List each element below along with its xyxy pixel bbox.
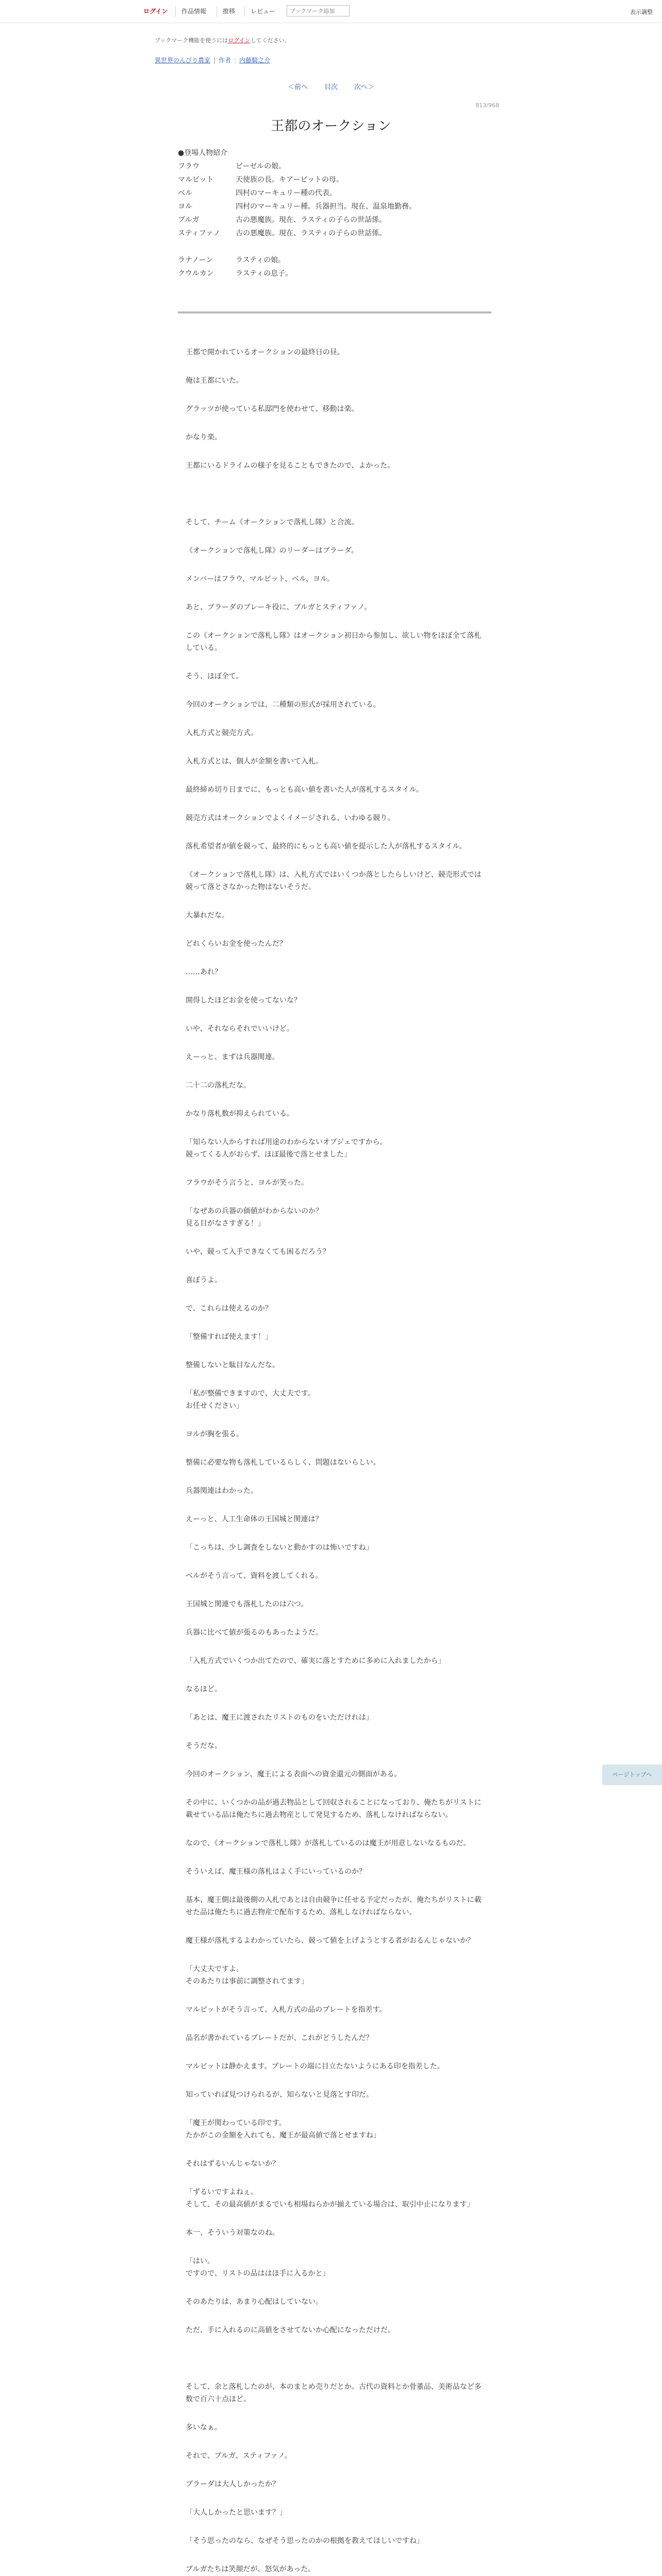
body-paragraph: 喜ぼうよ。 xyxy=(186,1276,222,1284)
body-paragraph: そういえば、魔王様の落札はよく手にいっているのか？ xyxy=(186,1868,366,1876)
chapter-nav-top xyxy=(0,81,662,91)
section-divider xyxy=(178,312,491,313)
chapter-title: 王都のオークション xyxy=(271,118,391,134)
body-paragraph: そう、ほぼ全て。 xyxy=(186,672,243,681)
body-paragraph: 兵器関連はわかった。 xyxy=(186,1487,258,1495)
page-top-button[interactable]: ページトップへ xyxy=(602,1765,662,1785)
body-paragraph: 王都で開かれているオークションの最終日の昼。 xyxy=(186,348,344,357)
body-paragraph: そのあたりは、あまり心配はしていない。 xyxy=(186,2298,323,2306)
body-paragraph: ブラーダは大人しかったか？ xyxy=(186,2480,279,2488)
character-name: フラウ xyxy=(178,162,200,171)
body-paragraph: 「入札方式でいくつか出てたので、確実に落とすために多めに入れましたから」 xyxy=(186,1657,445,1665)
breadcrumb xyxy=(155,56,270,64)
character-row xyxy=(178,160,416,173)
body-paragraph: 《オークションで落札し隊》は、入札方式ではいくつか落としたらしいけど、競売形式では競って落とさなかった物はないそうだ。 xyxy=(186,871,482,891)
body-paragraph: 知っていれば見つけられるが、知らないと見落とす印だ。 xyxy=(186,2091,373,2099)
body-paragraph: そして、余と落札したのが、本のまとめ売りだとか。古代の資料とか骨董品、美術品など多数で百六十点ほど。 xyxy=(186,2383,482,2403)
body-paragraph: いや、競って入手できなくても困るだろう？ xyxy=(186,1248,330,1256)
next-chapter-link[interactable]: 次へ＞ xyxy=(354,83,375,91)
body-paragraph: 「なぜあの兵器の価値がわからないのか？ 見る目がなさすぎる！」 xyxy=(186,1207,323,1228)
body-paragraph: 「はい。 ですので、リストの品ははほ手に入るかと」 xyxy=(186,2257,330,2278)
preface-heading: ●登場人物紹介 xyxy=(178,149,228,157)
character-name: マルビット xyxy=(178,176,214,184)
body-paragraph: 二十二の落札だな。 xyxy=(186,1081,251,1090)
body-paragraph: 入札方式と競売方式。 xyxy=(186,729,258,737)
body-paragraph: いや、それならそれでいいけど。 xyxy=(186,1025,294,1033)
character-list-2 xyxy=(178,253,416,280)
body-paragraph xyxy=(186,488,488,500)
body-paragraph: 多いなぁ。 xyxy=(186,2424,222,2432)
body-paragraph: 「私が整備できますので、大丈夫です。 お任せください」 xyxy=(186,1389,315,1410)
character-description: 古の悪魔族。現在、ラスティの子らの世話係。 xyxy=(236,229,387,238)
works-info-link[interactable]: 作品情報 xyxy=(181,8,207,15)
character-description: 四村のマーキュリー種。兵器担当。現在、温泉地勤務。 xyxy=(236,202,416,211)
character-list xyxy=(178,160,416,240)
character-description: 天使族の長。キアービットの母。 xyxy=(236,176,344,184)
body-paragraph: 王都にいるドライムの様子を見ることもできたので、よかった。 xyxy=(186,462,395,470)
body-paragraph: 入札方式とは、個人が金額を書いて入札。 xyxy=(186,757,323,766)
character-row xyxy=(178,173,416,187)
prev-chapter-link[interactable]: ＜前へ xyxy=(287,83,308,91)
top-bar xyxy=(0,0,662,23)
body-paragraph: 整備に必要な物も落札しているらしく、問題はないらしい。 xyxy=(186,1459,380,1467)
body-paragraph: ヨルが胸を張る。 xyxy=(186,1430,243,1438)
notice-login-link[interactable]: ログイン xyxy=(228,37,251,44)
page-number: 813/968 xyxy=(475,102,499,109)
character-row xyxy=(178,253,416,267)
body-paragraph: 最終締め切り日までに、もっとも高い値を書いた人が落札するスタイル。 xyxy=(186,786,423,794)
character-description: ラスティの娘。 xyxy=(236,256,286,264)
bookmark-add-button[interactable] xyxy=(287,5,350,16)
body-paragraph: フラウがそう言うと、ヨルが笑った。 xyxy=(186,1179,308,1187)
body-paragraph: そして、チーム《オークションで落札し隊》と合流。 xyxy=(186,518,359,527)
body-paragraph: 落札希望者が値を競って、最終的にもっとも高い値を提示した人が落札するスタイル。 xyxy=(186,842,467,851)
body-paragraph: あと、ブラーダのブレーキ役に、ブルガとスティファノ。 xyxy=(186,603,372,612)
body-paragraph: 魔王様が落札するよわかっていたら、競って値を上げようとする者がおるんじゃないか？ xyxy=(186,1937,474,1945)
character-row xyxy=(178,227,416,240)
body-paragraph: 「大丈夫ですよ。 そのあたりは事前に調整されてます」 xyxy=(186,1965,308,1986)
body-paragraph: 「大人しかったと思います？」 xyxy=(186,2509,287,2517)
body-paragraph: そうだな。 xyxy=(186,1742,222,1750)
body-paragraph: 俺は王都にいた。 xyxy=(186,377,243,385)
body-paragraph: 大暴れだな。 xyxy=(186,911,229,920)
character-name: ラナノーン xyxy=(178,256,213,264)
body-paragraph: 競売方式はオークションでよくイメージされる、いわゆる競り。 xyxy=(186,814,395,822)
body-paragraph: その中に、いくつかの品が過去物品として回収されることになっており、俺たちがリストに載せている品は俺たちに過去物産として発見するため、落札しなければならない。 xyxy=(186,1799,482,1819)
character-row xyxy=(178,200,416,213)
divider: : xyxy=(234,57,237,64)
review-link[interactable]: レビュー xyxy=(251,8,276,15)
body-paragraph: 兵器に比べて値が張るのもあったようだ。 xyxy=(186,1629,323,1637)
body-paragraph: 今回のオークションでは、二種類の形式が採用されている。 xyxy=(186,701,380,709)
body-paragraph xyxy=(186,2352,488,2365)
body-paragraph: ベルがそう言って、資料を渡してくれる。 xyxy=(186,1572,323,1580)
character-description: ビーゼルの娘。 xyxy=(236,162,286,171)
character-row xyxy=(178,213,416,227)
body-paragraph: マルビットがそう言って、入札方式の品のプレートを指差す。 xyxy=(186,2006,387,2014)
body-paragraph: 「知らない人からすれば用途のわからないオブジェですから。 競ってくる人がおらず、ほぼ最後で落とせました」 xyxy=(186,1138,387,1159)
body-paragraph: どれくらいお金を使ったんだ？ xyxy=(186,940,287,948)
body-paragraph: マルビットは静かえます。プレートの端に目立たないようにある印を指差した。 xyxy=(186,2062,444,2071)
character-row xyxy=(178,187,416,200)
body-paragraph: 「あとは、魔王に渡されたリストのものをいただけれは」 xyxy=(186,1714,373,1722)
divider: | xyxy=(213,57,216,64)
character-name: ヨル xyxy=(178,202,192,211)
body-paragraph: 「こっちは、少し調査をしないと動かすのは怖いですね」 xyxy=(186,1544,373,1552)
body-paragraph: なので、《オークションで落札し隊》が落札しているのは魔王が用意しないなるものだ。 xyxy=(186,1839,471,1848)
body-paragraph: かなり落札数が抑えられている。 xyxy=(186,1110,294,1118)
body-paragraph: 品名が書かれているプレートだが、これがどうしたんだ？ xyxy=(186,2034,373,2042)
character-preface xyxy=(178,146,416,280)
body-paragraph: なるほど。 xyxy=(186,1685,222,1693)
body-paragraph: 基本、魔王側は最後側の入札であとは自由競争に任せる予定だったが、俺たちがリストに載せた品は俺たちに過去物産で配布するため、落札しなければならない。 xyxy=(186,1896,482,1917)
login-link[interactable]: ログイン xyxy=(143,8,168,15)
character-description: ラスティの息子。 xyxy=(236,269,293,278)
body-paragraph: 開得したほどお金を使ってないな？ xyxy=(186,996,301,1005)
body-paragraph: 「そう思ったのなら、なぜそう思ったのかの根拠を教えてほしいですね」 xyxy=(186,2537,424,2545)
body-paragraph: この《オークションで落札し隊》はオークション初日から参加し、欲しい物をほぼ全て落札している。 xyxy=(186,632,482,652)
body-paragraph: 「ずるいですよねぇ。 そして、その最高値がまるでいも相場ねらかが揃えている場合は、取引中止になります」 xyxy=(186,2188,474,2209)
body-paragraph: それで、ブルガ、スティファノ。 xyxy=(186,2452,292,2460)
body-paragraph: えーっと、人工生命体の王国城と関連は？ xyxy=(186,1515,323,1523)
body-paragraph: えーっと、まずは兵器関連。 xyxy=(186,1053,279,1061)
bookmark-notice: ブックマーク機能を使うにはログインしてください。 xyxy=(155,37,290,44)
body-paragraph: ブルガたちは笑顔だが、怒気があった。 xyxy=(186,2565,316,2573)
display-settings-link[interactable]: 表示調整 xyxy=(630,9,653,15)
body-paragraph: 王国城と関連でも落札したのは六つ。 xyxy=(186,1600,308,1608)
toc-link[interactable]: 目次 xyxy=(324,83,338,91)
divider xyxy=(175,6,176,16)
body-paragraph: ……あれ？ xyxy=(186,968,222,976)
body-paragraph: 整備しないと駄目なんだな。 xyxy=(186,1361,279,1369)
body-paragraph: ただ、手に入れるのに高値をさせてないか心配になっただけだ。 xyxy=(186,2326,395,2334)
body-paragraph: かなり楽。 xyxy=(186,433,222,442)
body-paragraph: グラッツが使っている私邸門を使わせて、移動は楽。 xyxy=(186,405,359,413)
author-label: 作者 xyxy=(219,57,231,64)
body-paragraph: 「魔王が関わっている印です。 たかがこの金額を入れても、魔王が最高値で落とせますね」 xyxy=(186,2119,380,2140)
divider xyxy=(244,6,245,16)
body-paragraph: で、これらは使えるのか？ xyxy=(186,1304,272,1313)
character-row xyxy=(178,267,416,280)
character-name: スティファノ xyxy=(178,229,221,238)
body-paragraph: 今回のオークション、魔王による表面への資金還元の側面がある。 xyxy=(186,1770,402,1778)
author-link[interactable]: 内藤騎之介 xyxy=(239,57,271,64)
character-name: ベル xyxy=(178,189,192,197)
character-description: 古の悪魔族。現在、ラスティの子らの世話係。 xyxy=(236,216,387,224)
chapter-body xyxy=(186,346,488,2576)
character-name: ブルガ xyxy=(178,216,200,224)
body-paragraph: 本一、そういう対策なのね。 xyxy=(186,2229,279,2237)
body-paragraph: 《オークションで落札し隊》のリーダーはブラーダ。 xyxy=(186,547,358,555)
body-paragraph: 「整備すれば使えます！」 xyxy=(186,1333,272,1341)
series-link[interactable]: 異世界のんびり農家 xyxy=(155,57,211,64)
body-paragraph: メンバーはフラウ、マルビット、ベル、ヨル。 xyxy=(186,575,334,583)
character-description: 四村のマーキュリー種の代表。 xyxy=(236,189,337,197)
character-name: クウルカン xyxy=(178,269,214,278)
ranking-link[interactable]: 推移 xyxy=(223,8,236,15)
body-paragraph: それはずるいんじゃないか？ xyxy=(186,2160,279,2168)
